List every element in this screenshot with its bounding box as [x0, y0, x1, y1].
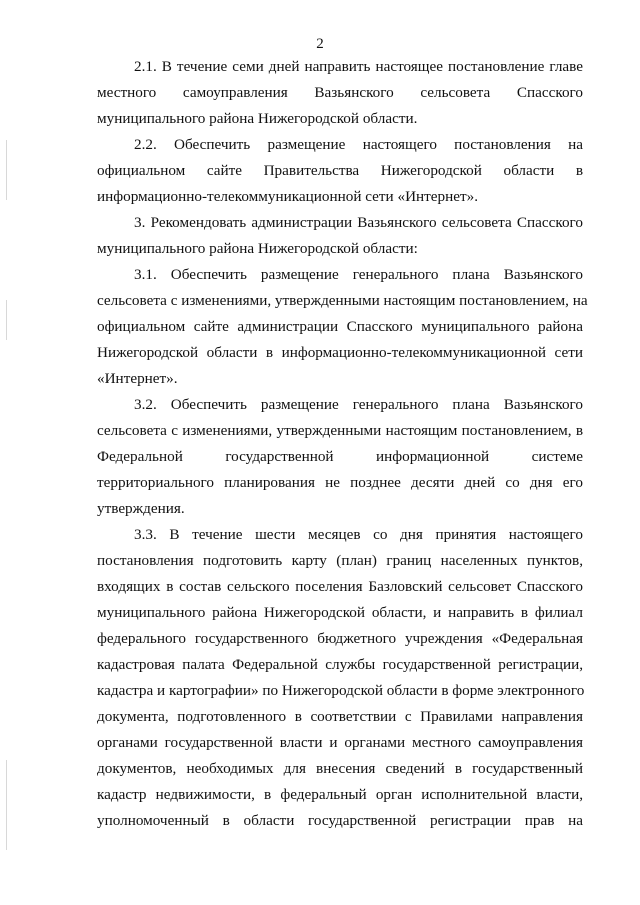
scan-edge-mark [6, 140, 7, 200]
text-line: «Интернет». [97, 370, 178, 387]
text-line: 2.1. В течение семи дней направить настоящее постановление главе [134, 58, 583, 75]
text-line: 3.3. В течение шести месяцев со дня принятия настоящего [134, 526, 583, 543]
text-line: сельсовета с изменениями, утвержденными настоящим постановлением, в [97, 422, 583, 439]
text-line: уполномоченный в области государственной регистрации прав на [97, 812, 583, 829]
text-line: кадастра и картографии» по Нижегородской области в форме электронного [97, 682, 585, 699]
text-line: местного самоуправления Вазьянского сельсовета Спасского [97, 84, 583, 101]
text-line: Нижегородской области в информационно-телекоммуникационной сети [97, 344, 583, 361]
text-line: 2.2. Обеспечить размещение настоящего постановления на [134, 136, 583, 153]
text-line: муниципального района Нижегородской области. [97, 110, 418, 127]
scan-edge-mark [6, 300, 7, 340]
text-line: кадастровая палата Федеральной службы государственной регистрации, [97, 656, 583, 673]
text-line: документа, подготовленного в соответствии с Правилами направления [97, 708, 583, 725]
page-number: 2 [316, 36, 324, 52]
text-line: официальном сайте Правительства Нижегородской области в [97, 162, 583, 179]
text-line: 3.2. Обеспечить размещение генерального плана Вазьянского [134, 396, 583, 413]
text-line: органами государственной власти и органами местного самоуправления [97, 734, 583, 751]
text-line: муниципального района Нижегородской области: [97, 240, 418, 257]
text-line: федерального государственного бюджетного учреждения «Федеральная [97, 630, 583, 647]
text-line: документов, необходимых для внесения сведений в государственный [97, 760, 583, 777]
scan-edge-mark [6, 760, 7, 850]
text-line: Федеральной государственной информационной системе [97, 448, 583, 465]
text-line: информационно-телекоммуникационной сети «Интернет». [97, 188, 479, 205]
text-line: территориального планирования не позднее десяти дней со дня его [97, 474, 583, 491]
text-line: кадастр недвижимости, в федеральный орган исполнительной власти, [97, 786, 583, 803]
text-line: муниципального района Нижегородской области, и направить в филиал [97, 604, 583, 621]
text-line: 3.1. Обеспечить размещение генерального плана Вазьянского [134, 266, 583, 283]
text-line: утверждения. [97, 500, 185, 517]
text-line: 3. Рекомендовать администрации Вазьянского сельсовета Спасского [134, 214, 583, 231]
text-line: официальном сайте администрации Спасского муниципального района [97, 318, 583, 335]
text-line: постановления подготовить карту (план) границ населенных пунктов, [97, 552, 583, 569]
text-line: входящих в состав сельского поселения Базловский сельсовет Спасского [97, 578, 583, 595]
text-line: сельсовета с изменениями, утвержденными настоящим постановлением, на [97, 292, 588, 309]
